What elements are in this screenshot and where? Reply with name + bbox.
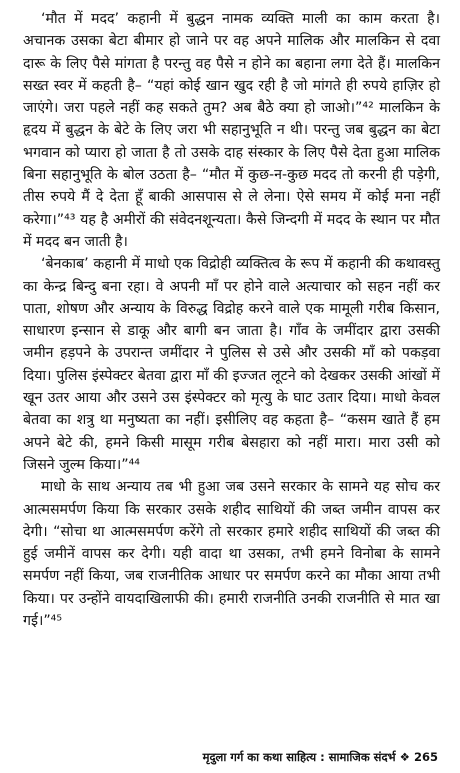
paragraph-benakab: ‘बेनकाब’ कहानी में माधो एक विद्रोही व्यक्तित्व के रूप में कहानी की कथावस्तु का केन्द्र बिन्दु बना रहा। वे अपनी माँ पर होने वाले अत्याचार को सहन नहीं कर पाता, शोषण और अन्याय के विरुद्ध विद्रोह करने वाले एक मामूली गरीब किसान, साधारण इन्सान से डाकू और बागी बन जाता है। गाँव के जमींदार द्वारा उसकी जमीन हड़पने के उपरान्त जमींदार ने पुलिस से उसे और उसकी माँ को पकड़वा दिया। पुलिस इंस्पेक्टर बेतवा द्वारा माँ की इज्जत लूटने को देखकर उसकी आंखों में खून उतर आया और उसने उस इंस्पेक्टर को मृत्यु के घाट उतार दिया। माधो केवल बेतवा का शत्रु था मनुष्यता का नहीं। इसीलिए वह कहता है– “कसम खाते हैं हम अपने बेटे की, हमने किसी मासूम गरीब बेसहारा को नहीं मारा। मारा उसी को जिसने जुल्म किया।”⁴⁴ xyxy=(23,256,440,473)
ornament-icon: ❖ xyxy=(399,750,410,764)
page-footer xyxy=(203,750,438,765)
page-number: 265 xyxy=(413,750,438,764)
paragraph-madho-samarpan: माधो के साथ अन्याय तब भी हुआ जब उसने सरकार के सामने यह सोच कर आत्मसमर्पण किया कि सरकार उसके शहीद साथियों की जब्त जमीन वापस कर देगी। “सोचा था आत्मसमर्पण करेंगे तो सरकार हमारे शहीद साथियों की जब्त की हुई जमीनें वापस कर देगी। यही वादा था उसका, तभी हमने विनोबा के सामने समर्पण नहीं किया, जब राजनीतिक आधार पर समर्पण करने का मौका आया तभी किया। पर उन्होंने वायदाखिलाफी की। हमारी राजनीति उनकी राजनीति से मात खा गई।”⁴⁵ xyxy=(23,479,440,630)
paragraph-maut-mein-madad: ‘मौत में मदद’ कहानी में बुद्धन नामक व्यक्ति माली का काम करता है। अचानक उसका बेटा बीमार हो जाने पर वह अपने मालिक और मालकिन से दवा दारू के लिए पैसे मांगता है परन्तु वह पैसे न होने का बहाना लगा देते हैं। मालकिन सख्त स्वर में कहती है– “यहां कोई खान खुद रही है जो मांगते ही रुपये हाज़िर हो जाएंगे। जरा पहले नहीं कह सकते तुम? अब बैठे क्या हो जाओ।”⁴² मालकिन के हृदय में बुद्धन के बेटे के लिए जरा भी सहानुभूति न थी। परन्तु जब बुद्धन का बेटा भगवान को प्यारा हो जाता है तो उसके दाह संस्कार के लिए पैसे देता हुआ मालिक बिना सहानुभूति के बोल उठता है– “मौत में कुछ-न-कुछ मदद तो करनी ही पड़ेगी, तीस रुपये मैं दे देता हूँ बाकी आसपास से ले लेना। ऐसे समय में कोई मना नहीं करेगा।”⁴³ यह है अमीरों की संवेदनशून्यता। कैसे जिन्दगी में मदद के स्थान पर मौत में मदद बन जाती है। xyxy=(23,11,440,250)
running-title: मृदुला गर्ग का कथा साहित्य : सामाजिक संदर्भ xyxy=(202,750,396,764)
